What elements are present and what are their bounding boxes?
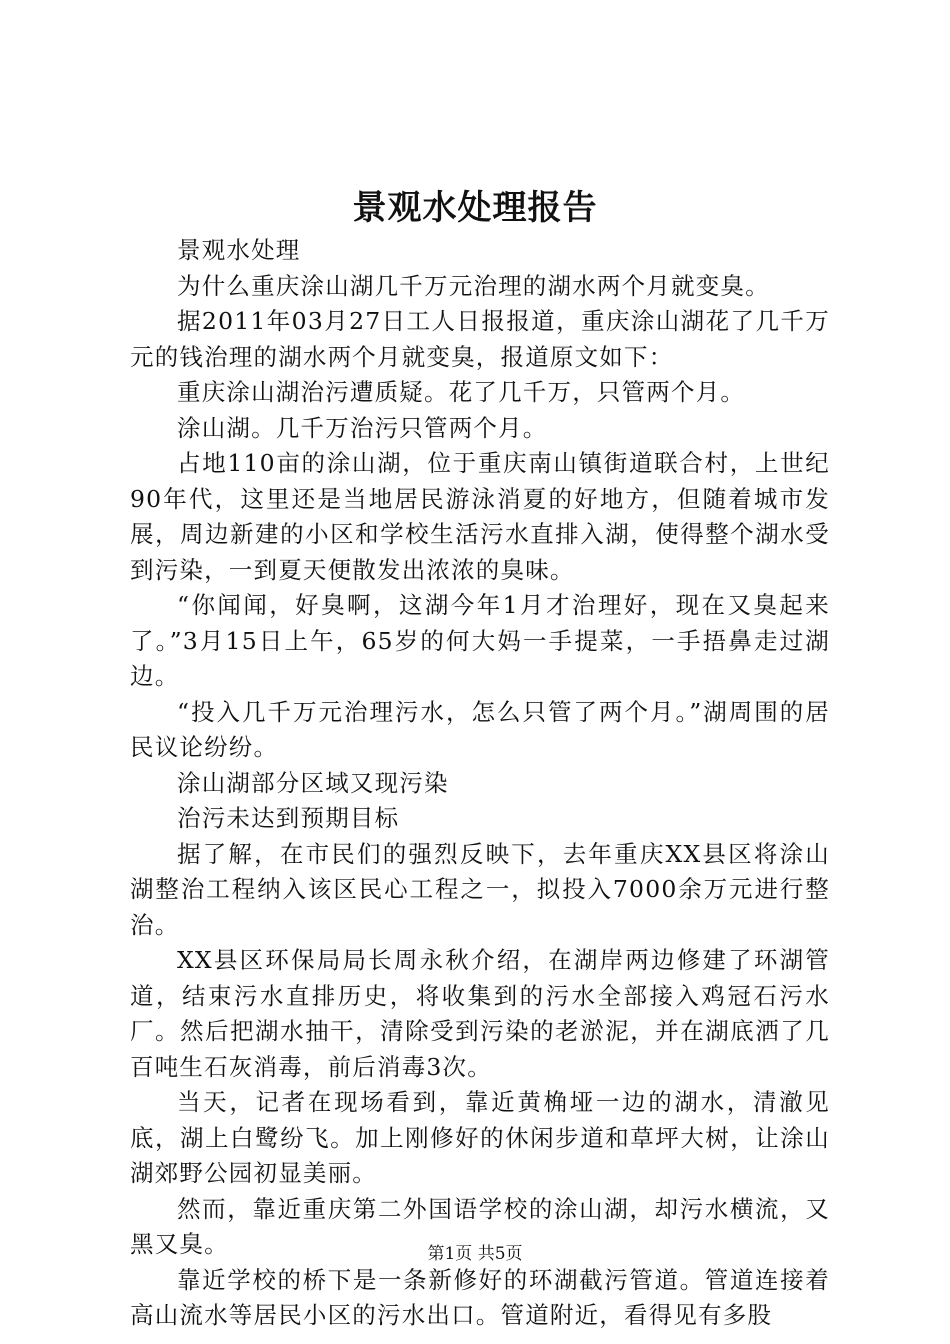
page-footer: 第1页 共5页 (427, 1244, 523, 1264)
paragraph: 涂山湖。几千万治污只管两个月。 (177, 413, 548, 442)
paragraph: XX县区环保局局长周永秋介绍，在湖岸两边修建了环湖管道，结束污水直排历史，将收集到的污水全部接入鸡冠石污水厂。然后把湖水抽干，清除受到污染的老淤泥，并在湖底洒了几百吨生石灰消毒，前后消毒3次。 (130, 946, 830, 1081)
paragraph: “投入几千万元治理污水，怎么只管了两个月。”湖周围的居民议论纷纷。 (130, 697, 830, 761)
paragraph: 据了解，在市民们的强烈反映下，去年重庆XX县区将涂山湖整治工程纳入该区民心工程之一，拟投入7000余万元进行整治。 (130, 839, 830, 939)
paragraph: 靠近学校的桥下是一条新修好的环湖截污管道。管道连接着高山流水等居民小区的污水出口。管道附近，看得见有多股 (130, 1265, 830, 1329)
paragraph: 重庆涂山湖治污遭质疑。花了几千万，只管两个月。 (177, 378, 746, 406)
document-body (130, 233, 830, 1334)
document-title: 景观水处理报告 (352, 188, 598, 228)
paragraph: 涂山湖部分区域又现污染 (177, 768, 449, 797)
paragraph: 为什么重庆涂山湖几千万元治理的湖水两个月就变臭。 (177, 271, 770, 300)
paragraph: 然而，靠近重庆第二外国语学校的涂山湖，却污水横流，又黑又臭。 (130, 1194, 830, 1258)
paragraph: “你闻闻，好臭啊，这湖今年1月才治理好，现在又臭起来了。”3月15日上午，65岁的何大妈一手提菜，一手捂鼻走过湖边。 (130, 591, 830, 690)
paragraph: 占地110亩的涂山湖，位于重庆南山镇街道联合村，上世纪90年代，这里还是当地居民游泳消夏的好地方，但随着城市发展，周边新建的小区和学校生活污水直排入湖，使得整个湖水受到污染，一到夏天便散发出浓浓的臭味。 (130, 449, 830, 584)
paragraph: 景观水处理 (177, 236, 301, 264)
paragraph: 治污未达到预期目标 (177, 804, 400, 832)
paragraph: 当天，记者在现场看到，靠近黄桷垭一边的湖水，清澈见底，湖上白鹭纷飞。加上刚修好的休闲步道和草坪大树，让涂山湖郊野公园初显美丽。 (130, 1088, 830, 1187)
paragraph: 据2011年03月27日工人日报报道，重庆涂山湖花了几千万元的钱治理的湖水两个月就变臭，报道原文如下： (130, 307, 830, 371)
